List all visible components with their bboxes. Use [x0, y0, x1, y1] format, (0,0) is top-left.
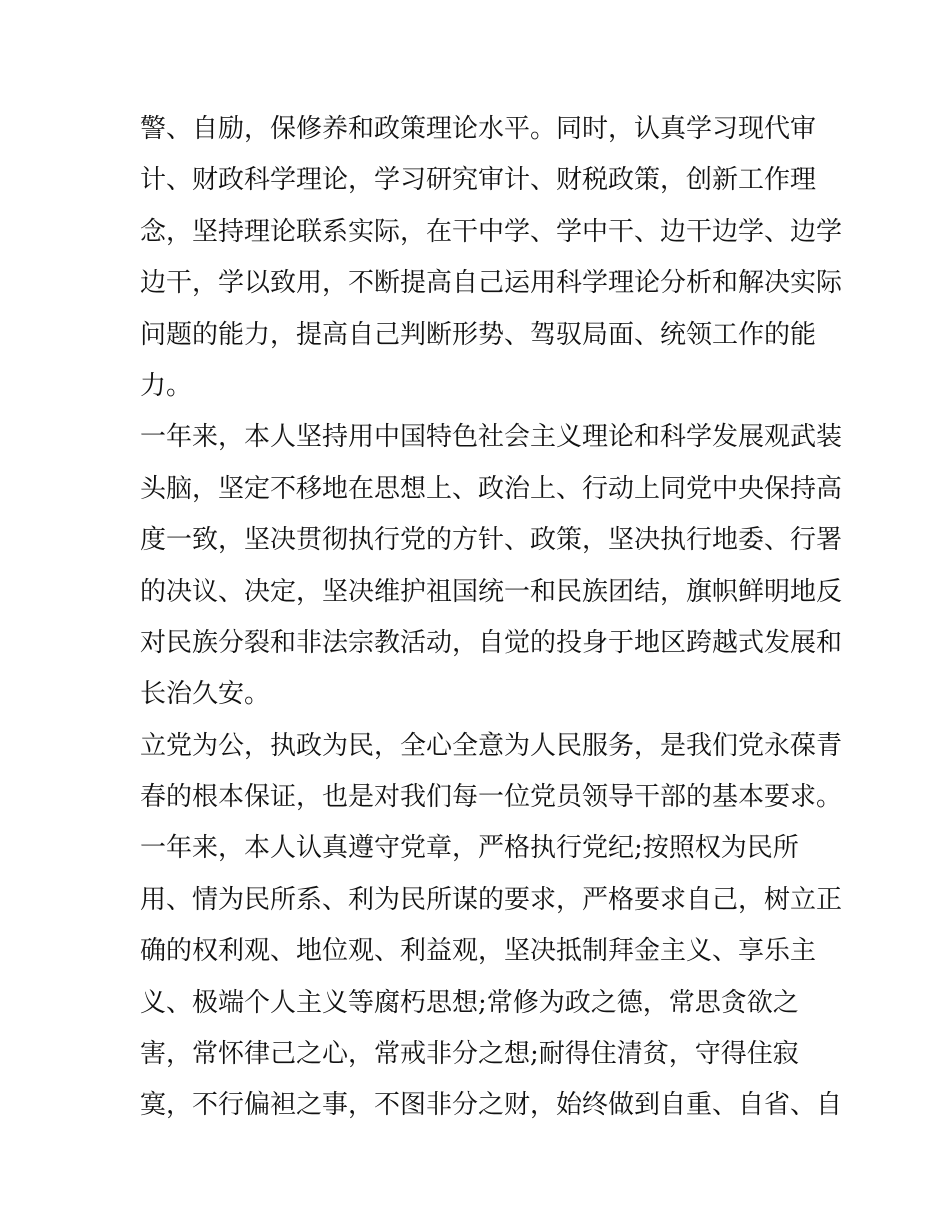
- text-line: 计、财政科学理论，学习研究审计、财税政策，创新工作理: [140, 165, 817, 196]
- text-line: 头脑，坚定不移地在思想上、政治上、行动上同党中央保持高: [140, 473, 843, 504]
- text-line: 害，常怀律己之心，常戒非分之想;耐得住清贫，守得住寂: [140, 1039, 799, 1070]
- body-text: [140, 104, 843, 1132]
- text-line: 一年来，本人认真遵守党章，严格执行党纪;按照权为民所: [140, 833, 799, 864]
- text-line: 立党为公，执政为民，全心全意为人民服务，是我们党永葆青: [140, 730, 843, 761]
- text-line: 长治久安。: [140, 679, 271, 710]
- text-line: 警、自励，保修养和政策理论水平。同时，认真学习现代审: [140, 114, 817, 144]
- text-line: 对民族分裂和非法宗教活动，自觉的投身于地区跨越式发展和: [140, 627, 843, 658]
- text-line: 问题的能力，提高自己判断形势、驾驭局面、统领工作的能: [140, 319, 817, 350]
- text-line: 义、极端个人主义等腐朽思想;常修为政之德，常思贪欲之: [140, 987, 799, 1018]
- text-line: 用、情为民所系、利为民所谋的要求，严格要求自己，树立正: [140, 884, 843, 915]
- text-line: 念，坚持理论联系实际，在干中学、学中干、边干边学、边学: [140, 216, 843, 247]
- text-line: 的决议、决定，坚决维护祖国统一和民族团结，旗帜鲜明地反: [140, 576, 843, 607]
- text-line: 确的权利观、地位观、利益观，坚决抵制拜金主义、享乐主: [140, 936, 817, 967]
- text-line: 力。: [140, 370, 193, 401]
- text-line: 春的根本保证，也是对我们每一位党员领导干部的基本要求。: [140, 782, 843, 813]
- text-line: 度一致，坚决贯彻执行党的方针、政策，坚决执行地委、行署: [140, 525, 843, 556]
- text-line: 边干，学以致用，不断提高自己运用科学理论分析和解决实际: [140, 268, 843, 299]
- text-line: 一年来，本人坚持用中国特色社会主义理论和科学发展观武装: [140, 422, 843, 453]
- text-line: 寞，不行偏袒之事，不图非分之财，始终做到自重、自省、自: [140, 1090, 843, 1121]
